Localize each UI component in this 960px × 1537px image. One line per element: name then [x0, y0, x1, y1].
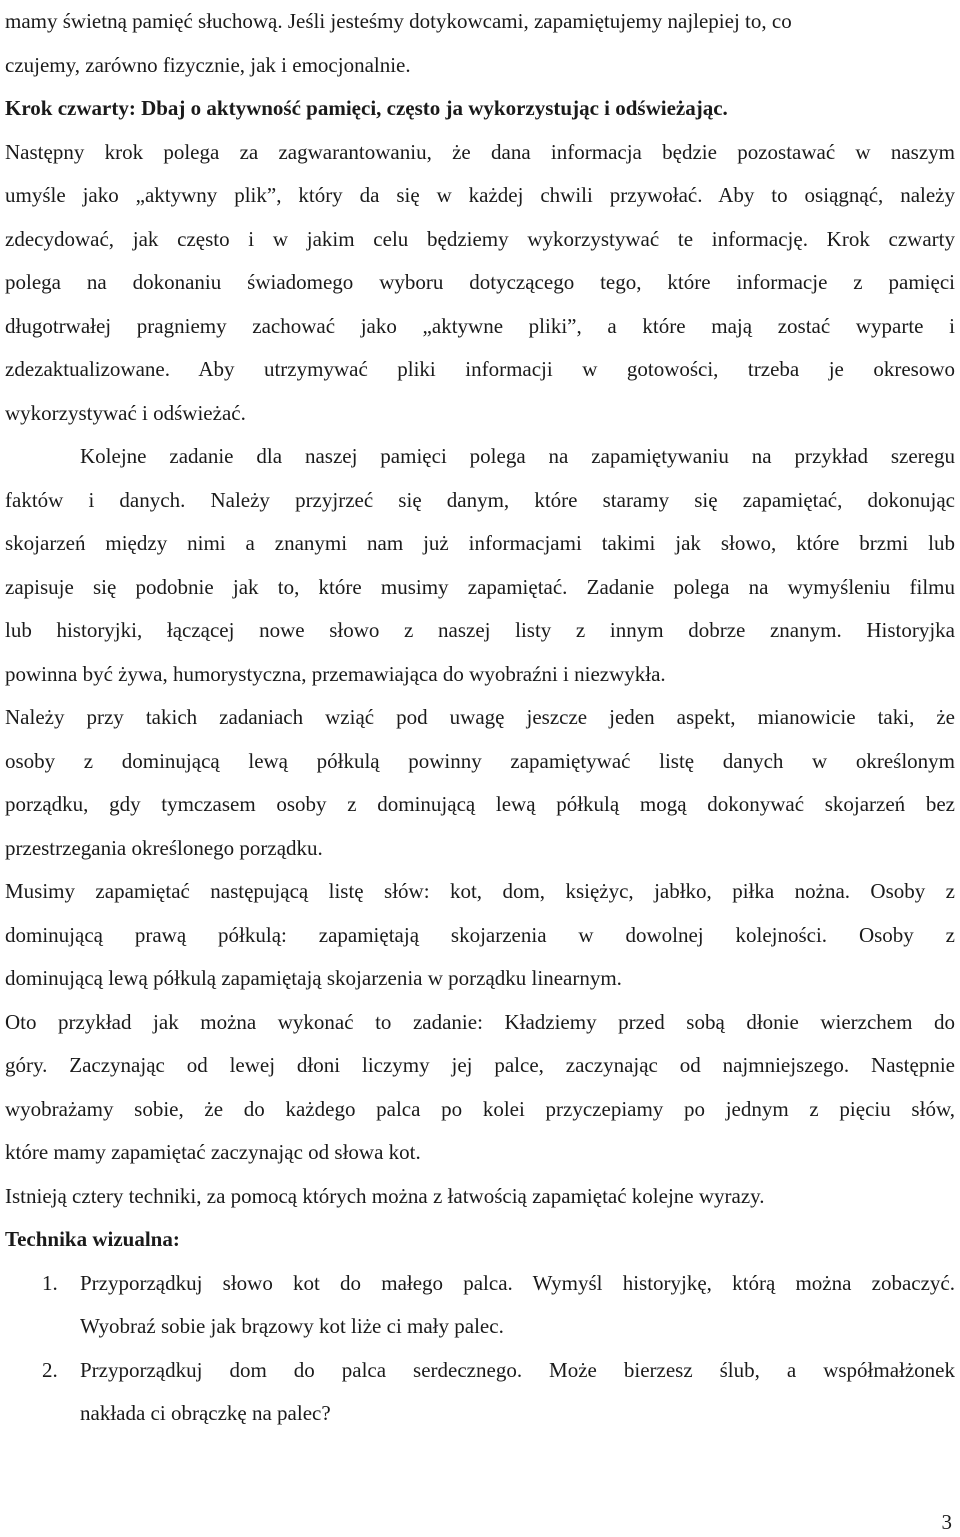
text-line: zdezaktualizowane. Aby utrzymywać pliki informacji w gotowości, trzeba je okresowo — [5, 357, 955, 381]
text-line: Musimy zapamiętać następującą listę słów: kot, dom, księżyc, jabłko, piłka nożna. Osoby z — [5, 879, 955, 903]
section-heading: Krok czwarty: Dbaj o aktywność pamięci, często ja wykorzystując i odświeżając. — [5, 96, 728, 120]
text-line: osoby z dominującą lewą półkulą powinny zapamiętywać listę danych w określonym — [5, 748, 955, 773]
text-line: wykorzystywać i odświeżać. — [5, 400, 246, 425]
document-page — [5, 0, 955, 1436]
text-line: dominującą prawą półkulą: zapamiętają skojarzenia w dowolnej kolejności. Osoby z — [5, 922, 955, 947]
list-number: 1. — [42, 1270, 58, 1295]
text-line: góry. Zaczynając od lewej dłoni liczymy jej palce, zaczynając od najmniejszego. Następnie — [5, 1053, 955, 1077]
page-number: 3 — [941, 1510, 952, 1534]
text-line: Oto przykład jak można wykonać to zadanie: Kładziemy przed sobą dłonie wierzchem do — [5, 1009, 955, 1034]
text-line: zapisuje się podobnie jak to, które musimy zapamiętać. Zadanie polega na wymyśleniu filmu — [5, 574, 955, 599]
text-line: mamy świetną pamięć słuchową. Jeśli jesteśmy dotykowcami, zapamiętujemy najlepiej to, co — [5, 9, 792, 33]
text-line: długotrwałej pragniemy zachować jako „aktywne pliki”, a które mają zostać wyparte i — [5, 313, 955, 338]
text-line: czujemy, zarówno fizycznie, jak i emocjonalnie. — [5, 52, 411, 77]
text-line: faktów i danych. Należy przyjrzeć się danym, które staramy się zapamiętać, dokonując — [5, 487, 955, 512]
text-line: polega na dokonaniu świadomego wyboru dotyczącego tego, które informacje z pamięci — [5, 270, 955, 294]
text-line: lub historyjki, łączącej nowe słowo z naszej listy z innym dobrze znanym. Historyjka — [5, 618, 955, 642]
text-line: które mamy zapamiętać zaczynając od słowa kot. — [5, 1140, 421, 1164]
text-line: wyobrażamy sobie, że do każdego palca po kolei przyczepiamy po jednym z pięciu słów, — [5, 1096, 955, 1121]
text-line: Następny krok polega za zagwarantowaniu, że dana informacja będzie pozostawać w naszym — [5, 139, 955, 164]
text-line: przestrzegania określonego porządku. — [5, 835, 323, 860]
list-item — [5, 1262, 955, 1349]
list-number: 2. — [42, 1357, 58, 1382]
list-item-text: Wyobraź sobie jak brązowy kot liże ci mały palec. — [80, 1314, 504, 1338]
section-heading: Technika wizualna: — [5, 1227, 180, 1251]
text-line: powinna być żywa, humorystyczna, przemawiająca do wyobraźni i niezwykła. — [5, 661, 666, 686]
text-line: zdecydować, jak często i w jakim celu będziemy wykorzystywać te informację. Krok czwarty — [5, 226, 955, 251]
text-line: Istnieją cztery techniki, za pomocą których można z łatwością zapamiętać kolejne wyrazy. — [5, 1183, 765, 1208]
text-line: umyśle jako „aktywny plik”, który da się w każdej chwili przywołać. Aby to osiągnąć, należy — [5, 183, 955, 207]
text-line: Kolejne zadanie dla naszej pamięci polega na zapamiętywaniu na przykład szeregu — [80, 444, 955, 468]
text-line: Należy przy takich zadaniach wziąć pod uwagę jeszcze jeden aspekt, mianowicie taki, że — [5, 705, 955, 729]
list-item — [5, 1349, 955, 1436]
text-line: porządku, gdy tymczasem osoby z dominującą lewą półkulą mogą dokonywać skojarzeń bez — [5, 792, 955, 816]
text-line: skojarzeń między nimi a znanymi nam już informacjami takimi jak słowo, które brzmi lub — [5, 531, 955, 555]
list-item-text: nakłada ci obrączkę na palec? — [80, 1401, 331, 1425]
list-item-text: Przyporządkuj dom do palca serdecznego. Może bierzesz ślub, a współmałżonek — [80, 1357, 955, 1382]
text-line: dominującą lewą półkulą zapamiętają skojarzenia w porządku linearnym. — [5, 966, 622, 990]
list-item-text: Przyporządkuj słowo kot do małego palca. Wymyśl historyjkę, którą można zobaczyć. — [80, 1270, 955, 1295]
